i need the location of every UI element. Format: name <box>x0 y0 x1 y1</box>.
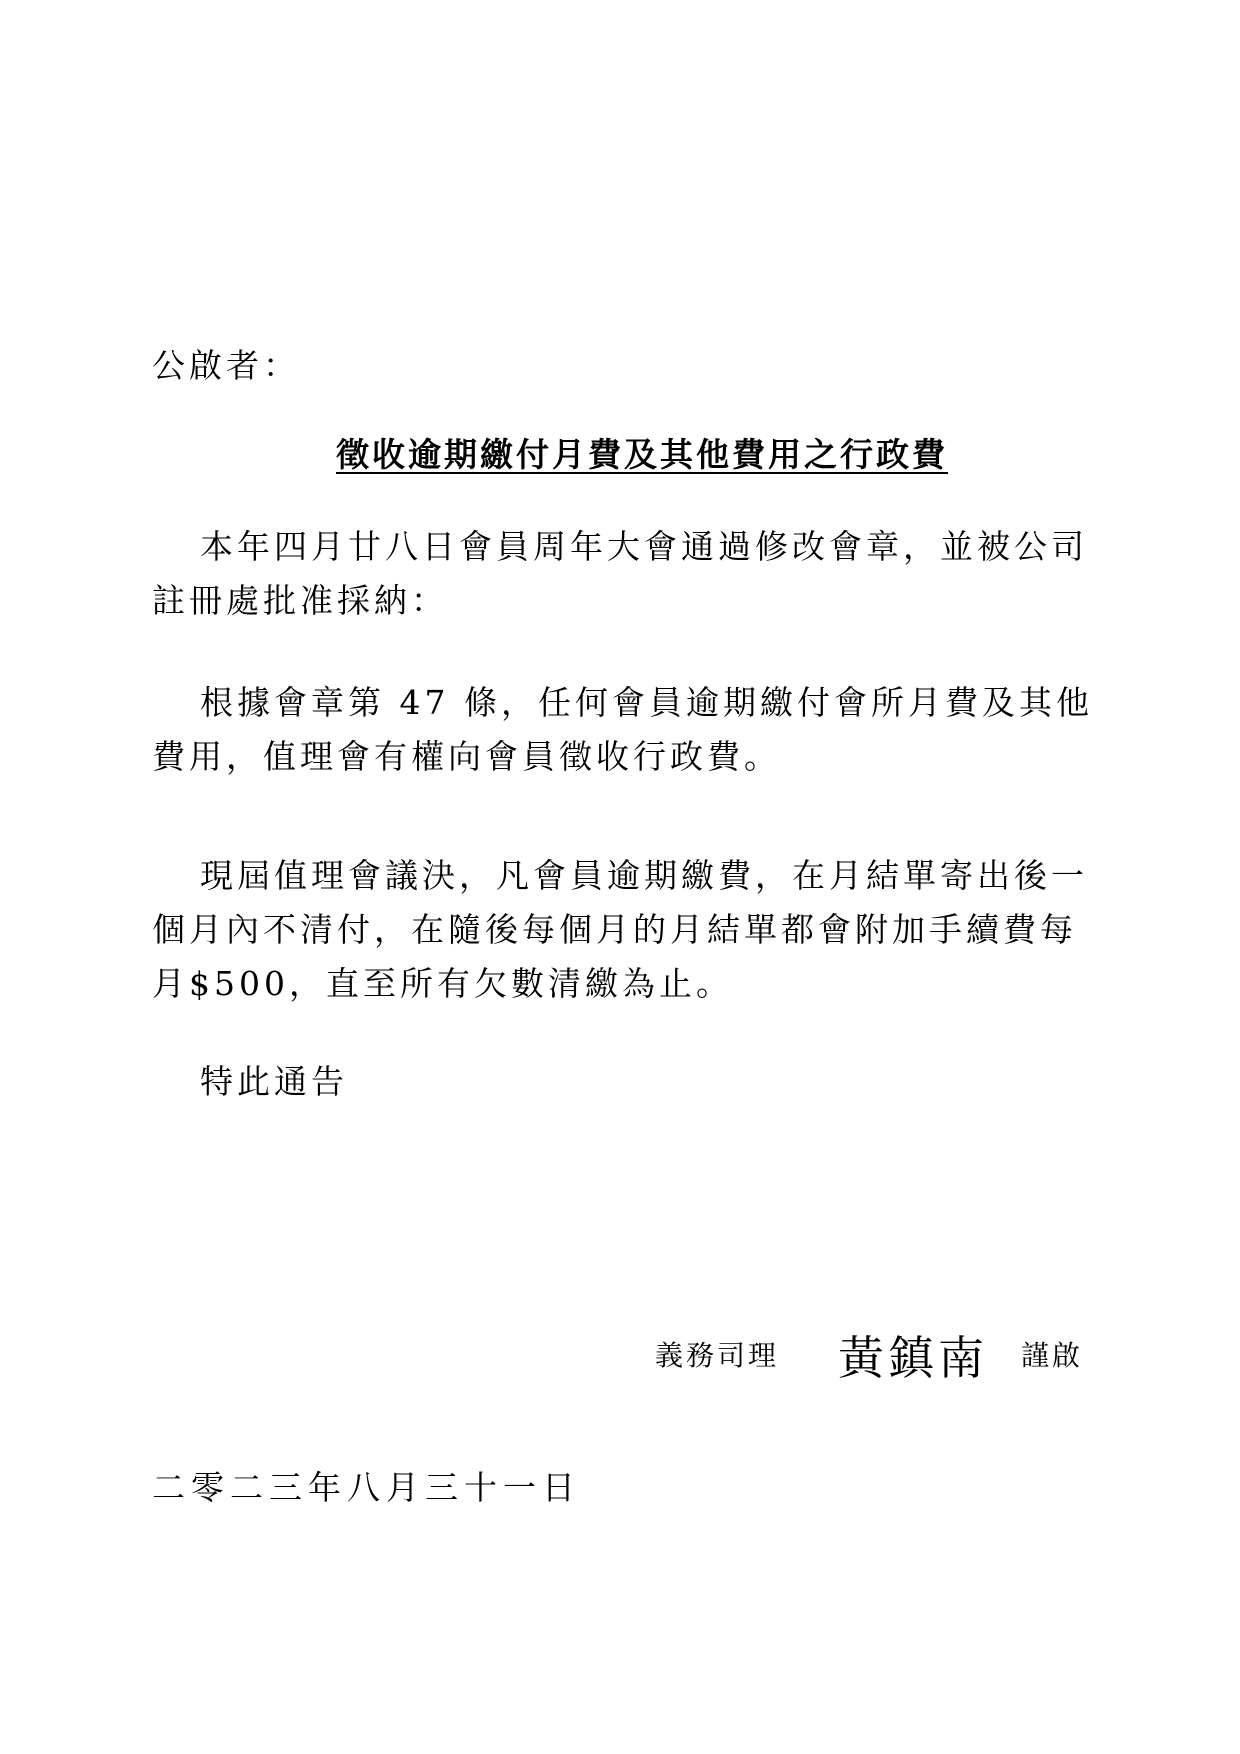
closing-text: 特此通告 <box>200 1062 348 1101</box>
paragraph-3-line-2: 個月內不清付，在隨後每個月的月結單都會附加手續費每 <box>152 910 1077 949</box>
notice-title: 徵收逾期繳付月費及其他費用之行政費 <box>336 435 948 474</box>
notice-date: 二零二三年八月三十一日 <box>152 1468 581 1507</box>
signature-closing: 謹啟 <box>1021 1339 1084 1372</box>
salutation: 公啟者： <box>152 346 300 385</box>
paragraph-2-line-2: 費用，值理會有權向會員徵收行政費。 <box>152 737 781 776</box>
paragraph-3-line-3: 月$500，直至所有欠數清繳為止。 <box>152 964 733 1003</box>
paragraph-1-line-1: 本年四月廿八日會員周年大會通過修改會章，並被公司 <box>200 527 1088 566</box>
signature-block <box>655 1322 1095 1385</box>
signatory-name: 黃鎮南 <box>838 1331 988 1385</box>
paragraph-1-line-2: 註冊處批准採納： <box>152 581 448 620</box>
paragraph-3-line-1: 現屆值理會議決，凡會員逾期繳費，在月結單寄出後一 <box>200 856 1088 895</box>
signatory-role: 義務司理 <box>655 1339 780 1372</box>
paragraph-2-line-1: 根據會章第 47 條，任何會員逾期繳付會所月費及其他 <box>200 683 1093 722</box>
